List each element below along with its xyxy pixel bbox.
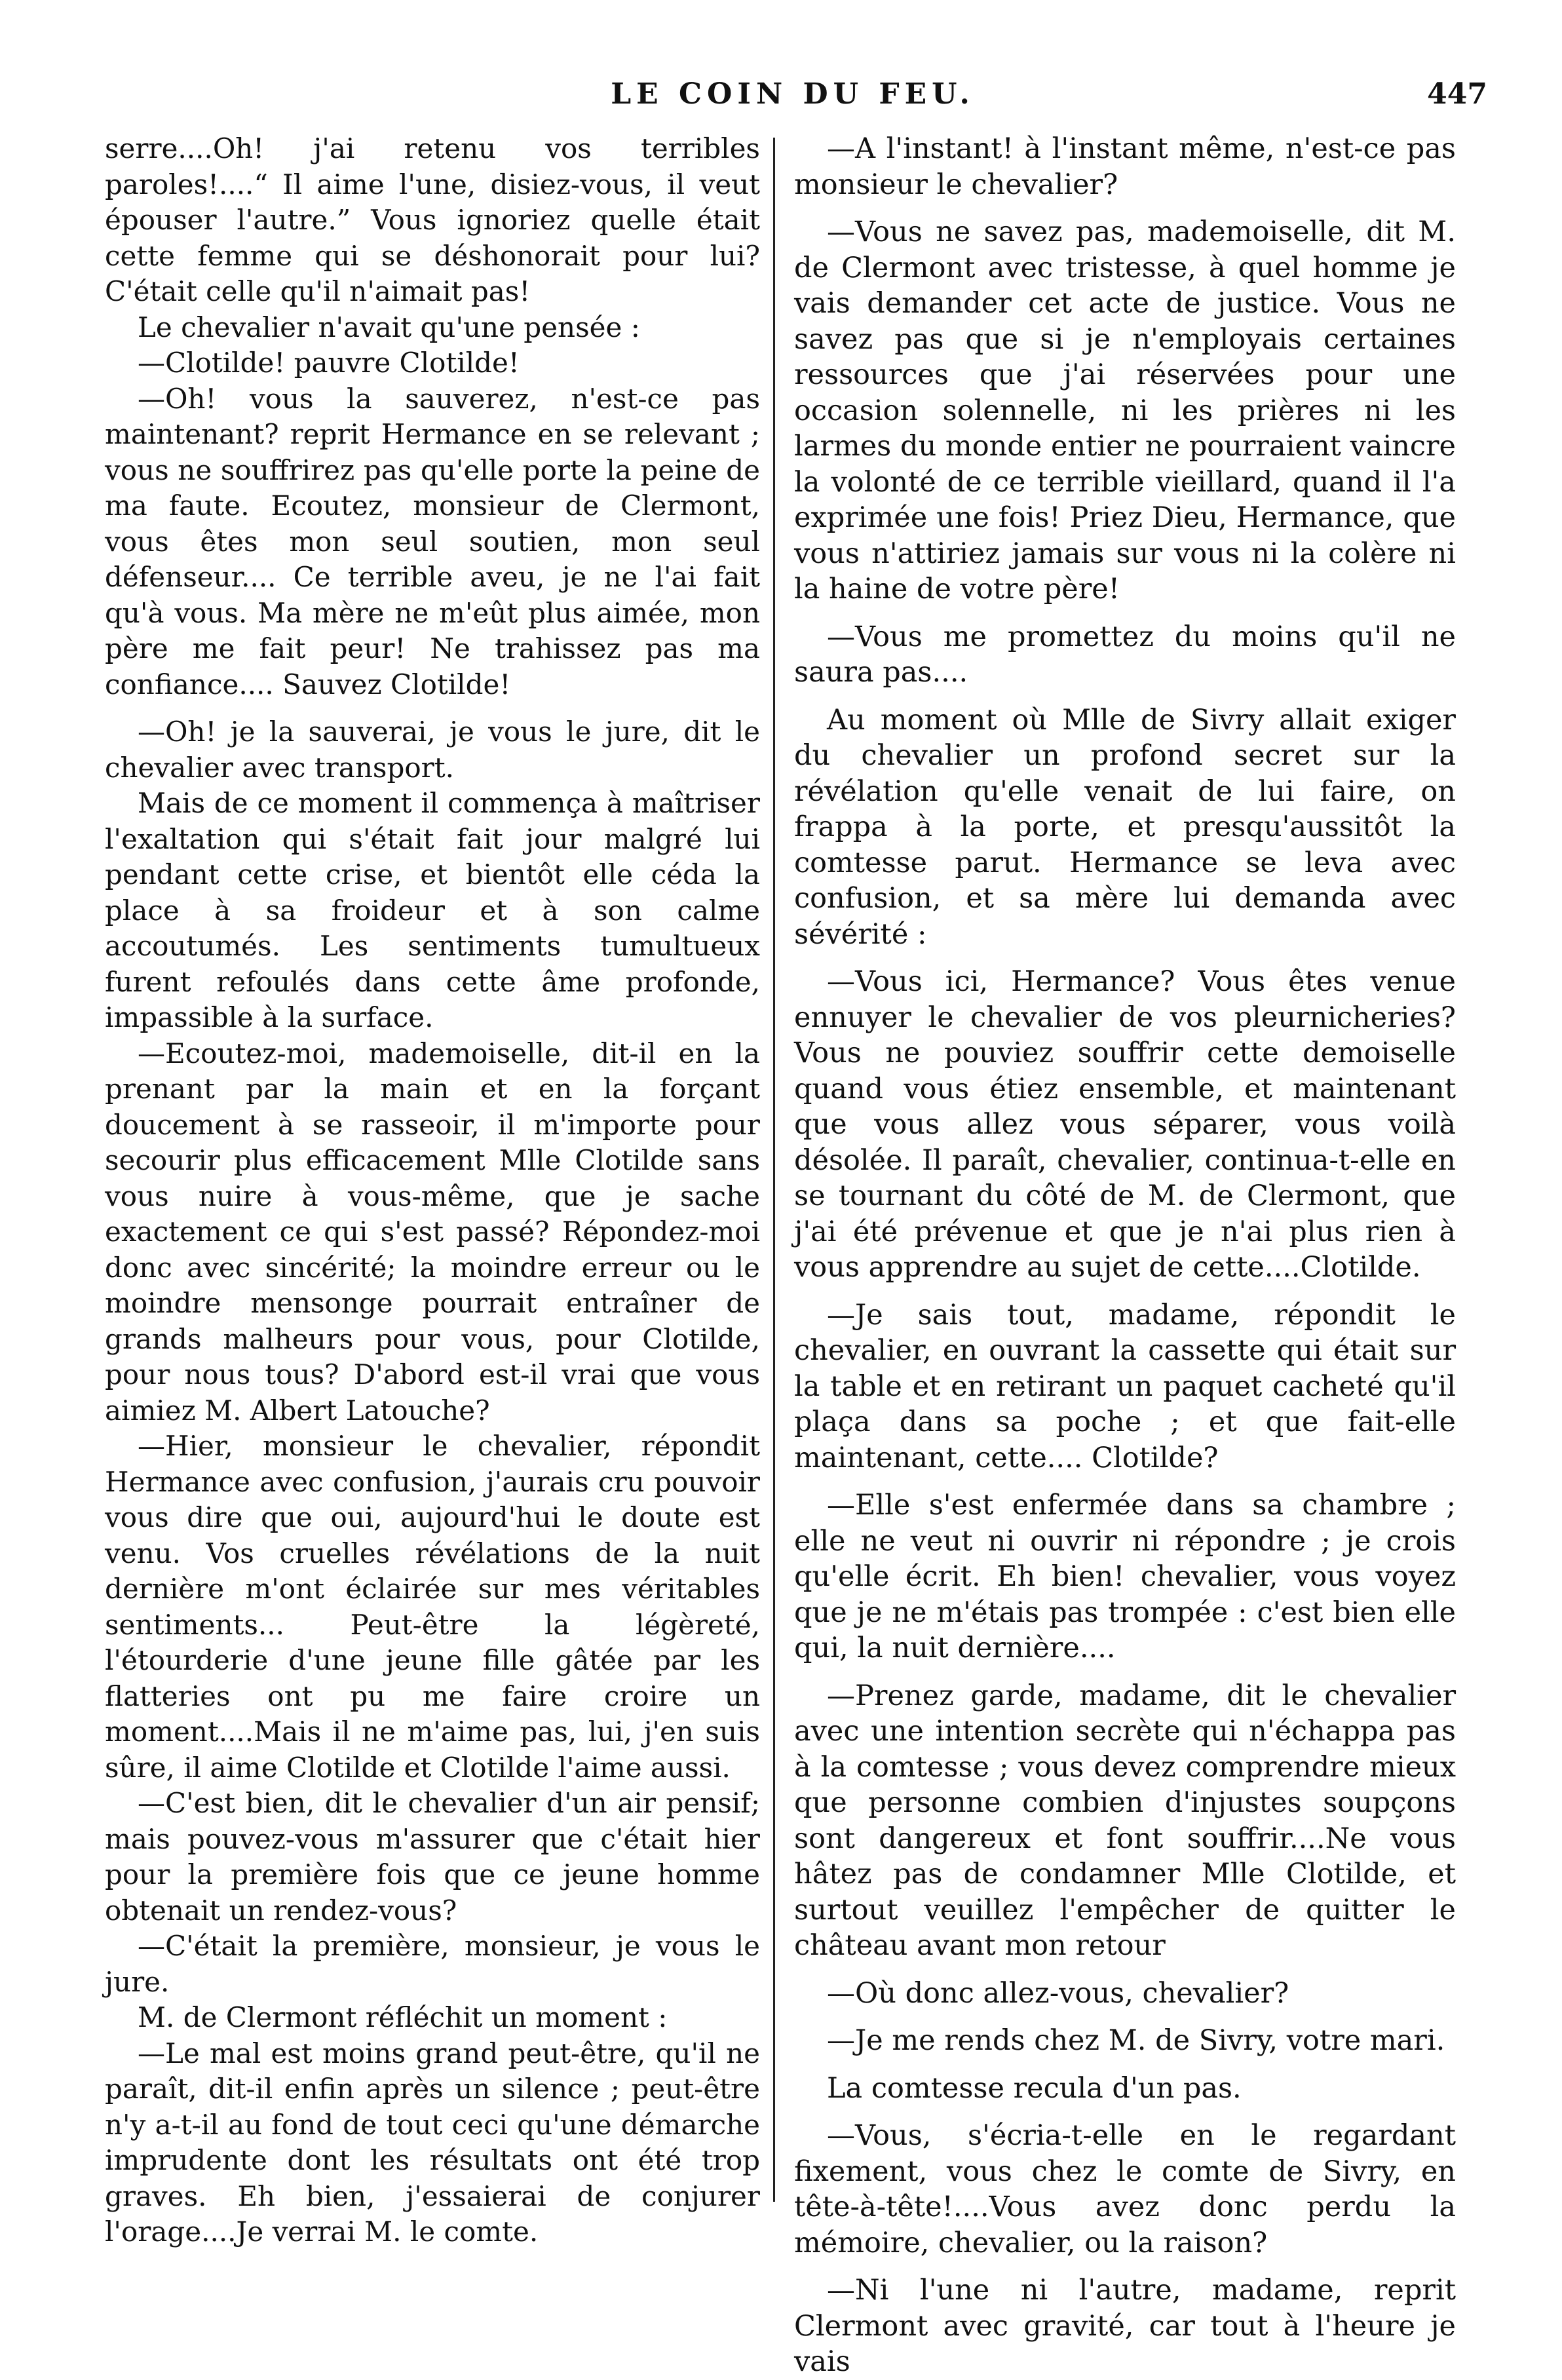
- paragraph: —A l'instant! à l'instant même, n'est-ce pas monsieur le chevalier?: [794, 132, 1456, 201]
- paragraph: —Je me rends chez M. de Sivry, votre mari.: [827, 2024, 1445, 2057]
- paragraph: —Clotilde! pauvre Clotilde!: [138, 347, 520, 379]
- paragraph: Mais de ce moment il commença à maîtriser l'exaltation qui s'était fait jour malgré lui pendant cette crise, et bientôt elle céda la place à sa froideur et à son calme accoutumés. Les sentiments tumultueux furent refoulés dans cette âme profonde, impassible à la surface.: [105, 787, 760, 1033]
- paragraph: Au moment où Mlle de Sivry allait exiger du chevalier un profond secret sur la révélation qu'elle venait de lui faire, on frappa à la porte, et presqu'aussitôt la comtesse parut. Hermance se leva avec confusion, et sa mère lui demanda avec sévérité :: [794, 703, 1456, 951]
- paragraph: —Elle s'est enfermée dans sa chambre ; elle ne veut ni ouvrir ni répondre ; je crois qu'elle écrit. Eh bien! chevalier, vous voyez que je ne m'étais pas trompée : c'est bien elle qui, la nuit dernière....: [794, 1489, 1456, 1664]
- column-divider: [773, 138, 775, 2202]
- paragraph: —Je sais tout, madame, répondit le chevalier, en ouvrant la cassette qui était sur la table et en retirant un paquet cacheté qu'il plaça dans sa poche ; et que fait-elle maintenant, cette.... Clotilde?: [794, 1298, 1456, 1474]
- paragraph: —C'est bien, dit le chevalier d'un air pensif; mais pouvez-vous m'assurer que c'était hier pour la première fois que ce jeune homme obtenait un rendez-vous?: [105, 1787, 760, 1927]
- running-head: [98, 77, 1487, 123]
- paragraph: —Ecoutez-moi, mademoiselle, dit-il en la prenant par la main et en la forçant doucement à se rasseoir, il m'importe pour secourir plus efficacement Mlle Clotilde sans vous nuire à vous-même, que je sache exactement ce qui s'est passé? Répondez-moi donc avec sincérité; la moindre erreur ou le moindre mensonge pourrait entraîner de grands malheurs pour vous, pour Clotilde, pour nous tous? D'abord est-il vrai que vous aimiez M. Albert Latouche?: [105, 1037, 760, 1427]
- paragraph: —Vous me promettez du moins qu'il ne saura pas....: [794, 620, 1456, 689]
- paragraph: —Le mal est moins grand peut-être, qu'il ne paraît, dit-il enfin après un silence ; peut-être n'y a-t-il au fond de tout ceci qu'une démarche imprudente dont les résultats ont été trop graves. Eh bien, j'essaierai de conjurer l'orage....Je verrai M. le comte.: [105, 2037, 760, 2248]
- paragraph: —Vous, s'écria-t-elle en le regardant fixement, vous chez le comte de Sivry, en tête-à-tête!....Vous avez donc perdu la mémoire, chevalier, ou la raison?: [794, 2119, 1456, 2259]
- paragraph: —C'était la première, monsieur, je vous le jure.: [105, 1930, 760, 1998]
- paragraph: —Hier, monsieur le chevalier, répondit Hermance avec confusion, j'aurais cru pouvoir vous dire que oui, aujourd'hui le doute est venu. Vos cruelles révélations de la nuit dernière m'ont éclairée sur mes véritables sentiments... Peut-être la légèreté, l'étourderie d'une jeune fille gâtée par les flatteries ont pu me faire croire un moment....Mais il ne m'aime pas, lui, j'en suis sûre, il aime Clotilde et Clotilde l'aime aussi.: [105, 1430, 760, 1784]
- paragraph: —Vous ne savez pas, mademoiselle, dit M. de Clermont avec tristesse, à quel homme je vais demander cet acte de justice. Vous ne savez pas que si je n'employais certaines ressources que j'ai réservées pour une occasion solennelle, ni les prières ni les larmes du monde entier ne pourraient vaincre la volonté de ce terrible vieillard, quand il l'a exprimée une fois! Priez Dieu, Hermance, que vous n'attiriez jamais sur vous ni la colère ni la haine de votre père!: [794, 216, 1456, 605]
- paragraph: serre....Oh! j'ai retenu vos terribles paroles!....“ Il aime l'une, disiez-vous, il veut épouser l'autre.” Vous ignoriez quelle était cette femme qui se déshonorait pour lui? C'était celle qu'il n'aimait pas!: [105, 132, 760, 307]
- paragraph: —Ni l'une ni l'autre, madame, reprit Clermont avec gravité, car tout à l'heure je vais: [794, 2274, 1456, 2378]
- right-column: [794, 131, 1456, 2380]
- left-column: [105, 131, 760, 2250]
- page-number: 447: [1427, 77, 1487, 111]
- running-title: LE COIN DU FEU.: [611, 77, 975, 111]
- paragraph: —Vous ici, Hermance? Vous êtes venue ennuyer le chevalier de vos pleurnicheries? Vous ne pouviez souffrir cette demoiselle quand vous étiez ensemble, et maintenant que vous allez vous séparer, vous voilà désolée. Il paraît, chevalier, continua-t-elle en se tournant du côté de M. de Clermont, que j'ai été prévenue et que je n'ai plus rien à vous apprendre au sujet de cette....Clotilde.: [794, 965, 1456, 1284]
- paragraph: Le chevalier n'avait qu'une pensée :: [138, 311, 640, 343]
- paragraph: —Oh! je la sauverai, je vous le jure, dit le chevalier avec transport.: [105, 716, 760, 784]
- paragraph: —Où donc allez-vous, chevalier?: [827, 1976, 1289, 2010]
- paragraph: La comtesse recula d'un pas.: [827, 2071, 1242, 2105]
- paragraph: —Prenez garde, madame, dit le chevalier avec une intention secrète qui n'échappa pas à la comtesse ; vous devez comprendre mieux que personne combien d'injustes soupçons sont dangereux et font souffrir....Ne vous hâtez pas de condamner Mlle Clotilde, et surtout veuillez l'empêcher de quitter le château avant mon retour: [794, 1679, 1456, 1962]
- paragraph: M. de Clermont réfléchit un moment :: [138, 2001, 668, 2033]
- paragraph: —Oh! vous la sauverez, n'est-ce pas maintenant? reprit Hermance en se relevant ; vous ne souffrirez pas qu'elle porte la peine de ma faute. Ecoutez, monsieur de Clermont, vous êtes mon seul soutien, mon seul défenseur.... Ce terrible aveu, je ne l'ai fait qu'à vous. Ma mère ne m'eût plus aimée, mon père me fait peur! Ne trahissez pas ma confiance.... Sauvez Clotilde!: [105, 382, 760, 701]
